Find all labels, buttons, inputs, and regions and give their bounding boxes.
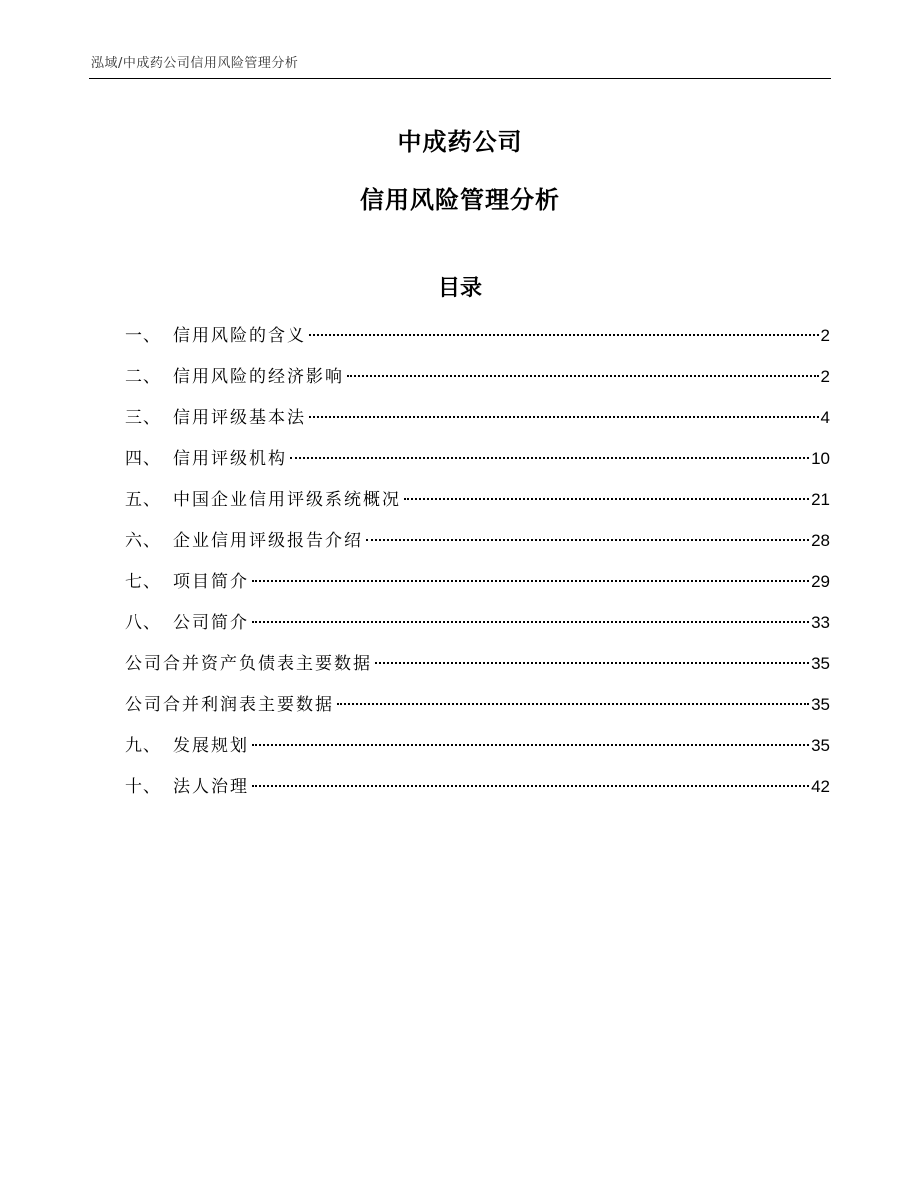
toc-leader-dots (309, 416, 819, 418)
toc-leader-dots (252, 580, 809, 582)
toc-entry-label: 中国企业信用评级系统概况 (173, 490, 401, 510)
toc-leader-dots (252, 785, 809, 787)
toc-entry-page: 28 (811, 531, 830, 550)
toc-leader-dots (375, 662, 809, 664)
toc-entry-number: 七、 (125, 572, 161, 592)
toc-entry-number: 五、 (125, 490, 161, 510)
toc-entry-label: 信用风险的含义 (173, 326, 306, 346)
toc-entry-number: 十、 (125, 777, 161, 797)
toc-entry[interactable] (125, 651, 830, 692)
toc-leader-dots (366, 539, 809, 541)
toc-entry-label: 信用评级基本法 (173, 408, 306, 428)
toc-entry-label: 公司简介 (173, 613, 249, 633)
toc-entry-page: 35 (811, 695, 830, 714)
toc-leader-dots (252, 621, 809, 623)
document-subtitle: 信用风险管理分析 (360, 186, 560, 214)
document-title: 中成药公司 (397, 128, 523, 156)
toc-entry-page: 2 (820, 367, 830, 386)
toc-entry[interactable] (125, 364, 830, 405)
toc-entry[interactable] (125, 774, 830, 815)
running-header: 泓域/中成药公司信用风险管理分析 (91, 56, 299, 71)
toc-entry[interactable] (125, 692, 830, 733)
toc-entry[interactable] (125, 446, 830, 487)
toc-entry[interactable] (125, 528, 830, 569)
toc-entry-page: 35 (811, 654, 830, 673)
toc-heading: 目录 (437, 276, 482, 301)
header-divider (89, 78, 831, 79)
toc-entry-label: 法人治理 (173, 777, 249, 797)
toc-leader-dots (309, 334, 819, 336)
toc-leader-dots (290, 457, 809, 459)
toc-entry-page: 35 (811, 736, 830, 755)
toc-entry-page: 4 (820, 408, 830, 427)
toc-leader-dots (347, 375, 819, 377)
toc-entry-number: 九、 (125, 736, 161, 756)
toc-entry-page: 29 (811, 572, 830, 591)
toc-entry-page: 33 (811, 613, 830, 632)
toc-entry-number: 一、 (125, 326, 161, 346)
toc-entry[interactable] (125, 323, 830, 364)
toc-entry-page: 21 (811, 490, 830, 509)
toc-entry-label: 公司合并资产负债表主要数据 (125, 654, 372, 674)
toc-entry-page: 42 (811, 777, 830, 796)
toc-entry[interactable] (125, 610, 830, 651)
toc-entry-label: 企业信用评级报告介绍 (173, 531, 363, 551)
toc-entry-number: 六、 (125, 531, 161, 551)
toc-entry-page: 2 (820, 326, 830, 345)
toc-leader-dots (337, 703, 809, 705)
toc-entry-number: 二、 (125, 367, 161, 387)
toc-entry-label: 公司合并利润表主要数据 (125, 695, 334, 715)
toc-entry-number: 四、 (125, 449, 161, 469)
toc-entry-page: 10 (811, 449, 830, 468)
toc-entry-label: 项目简介 (173, 572, 249, 592)
toc-entry-label: 信用风险的经济影响 (173, 367, 344, 387)
toc-entry-label: 发展规划 (173, 736, 249, 756)
toc-entry-label: 信用评级机构 (173, 449, 287, 469)
toc-entry[interactable] (125, 405, 830, 446)
toc-entry-number: 八、 (125, 613, 161, 633)
toc-leader-dots (404, 498, 809, 500)
table-of-contents (125, 323, 830, 815)
toc-entry[interactable] (125, 569, 830, 610)
toc-entry[interactable] (125, 733, 830, 774)
toc-entry-number: 三、 (125, 408, 161, 428)
toc-entry[interactable] (125, 487, 830, 528)
toc-leader-dots (252, 744, 809, 746)
